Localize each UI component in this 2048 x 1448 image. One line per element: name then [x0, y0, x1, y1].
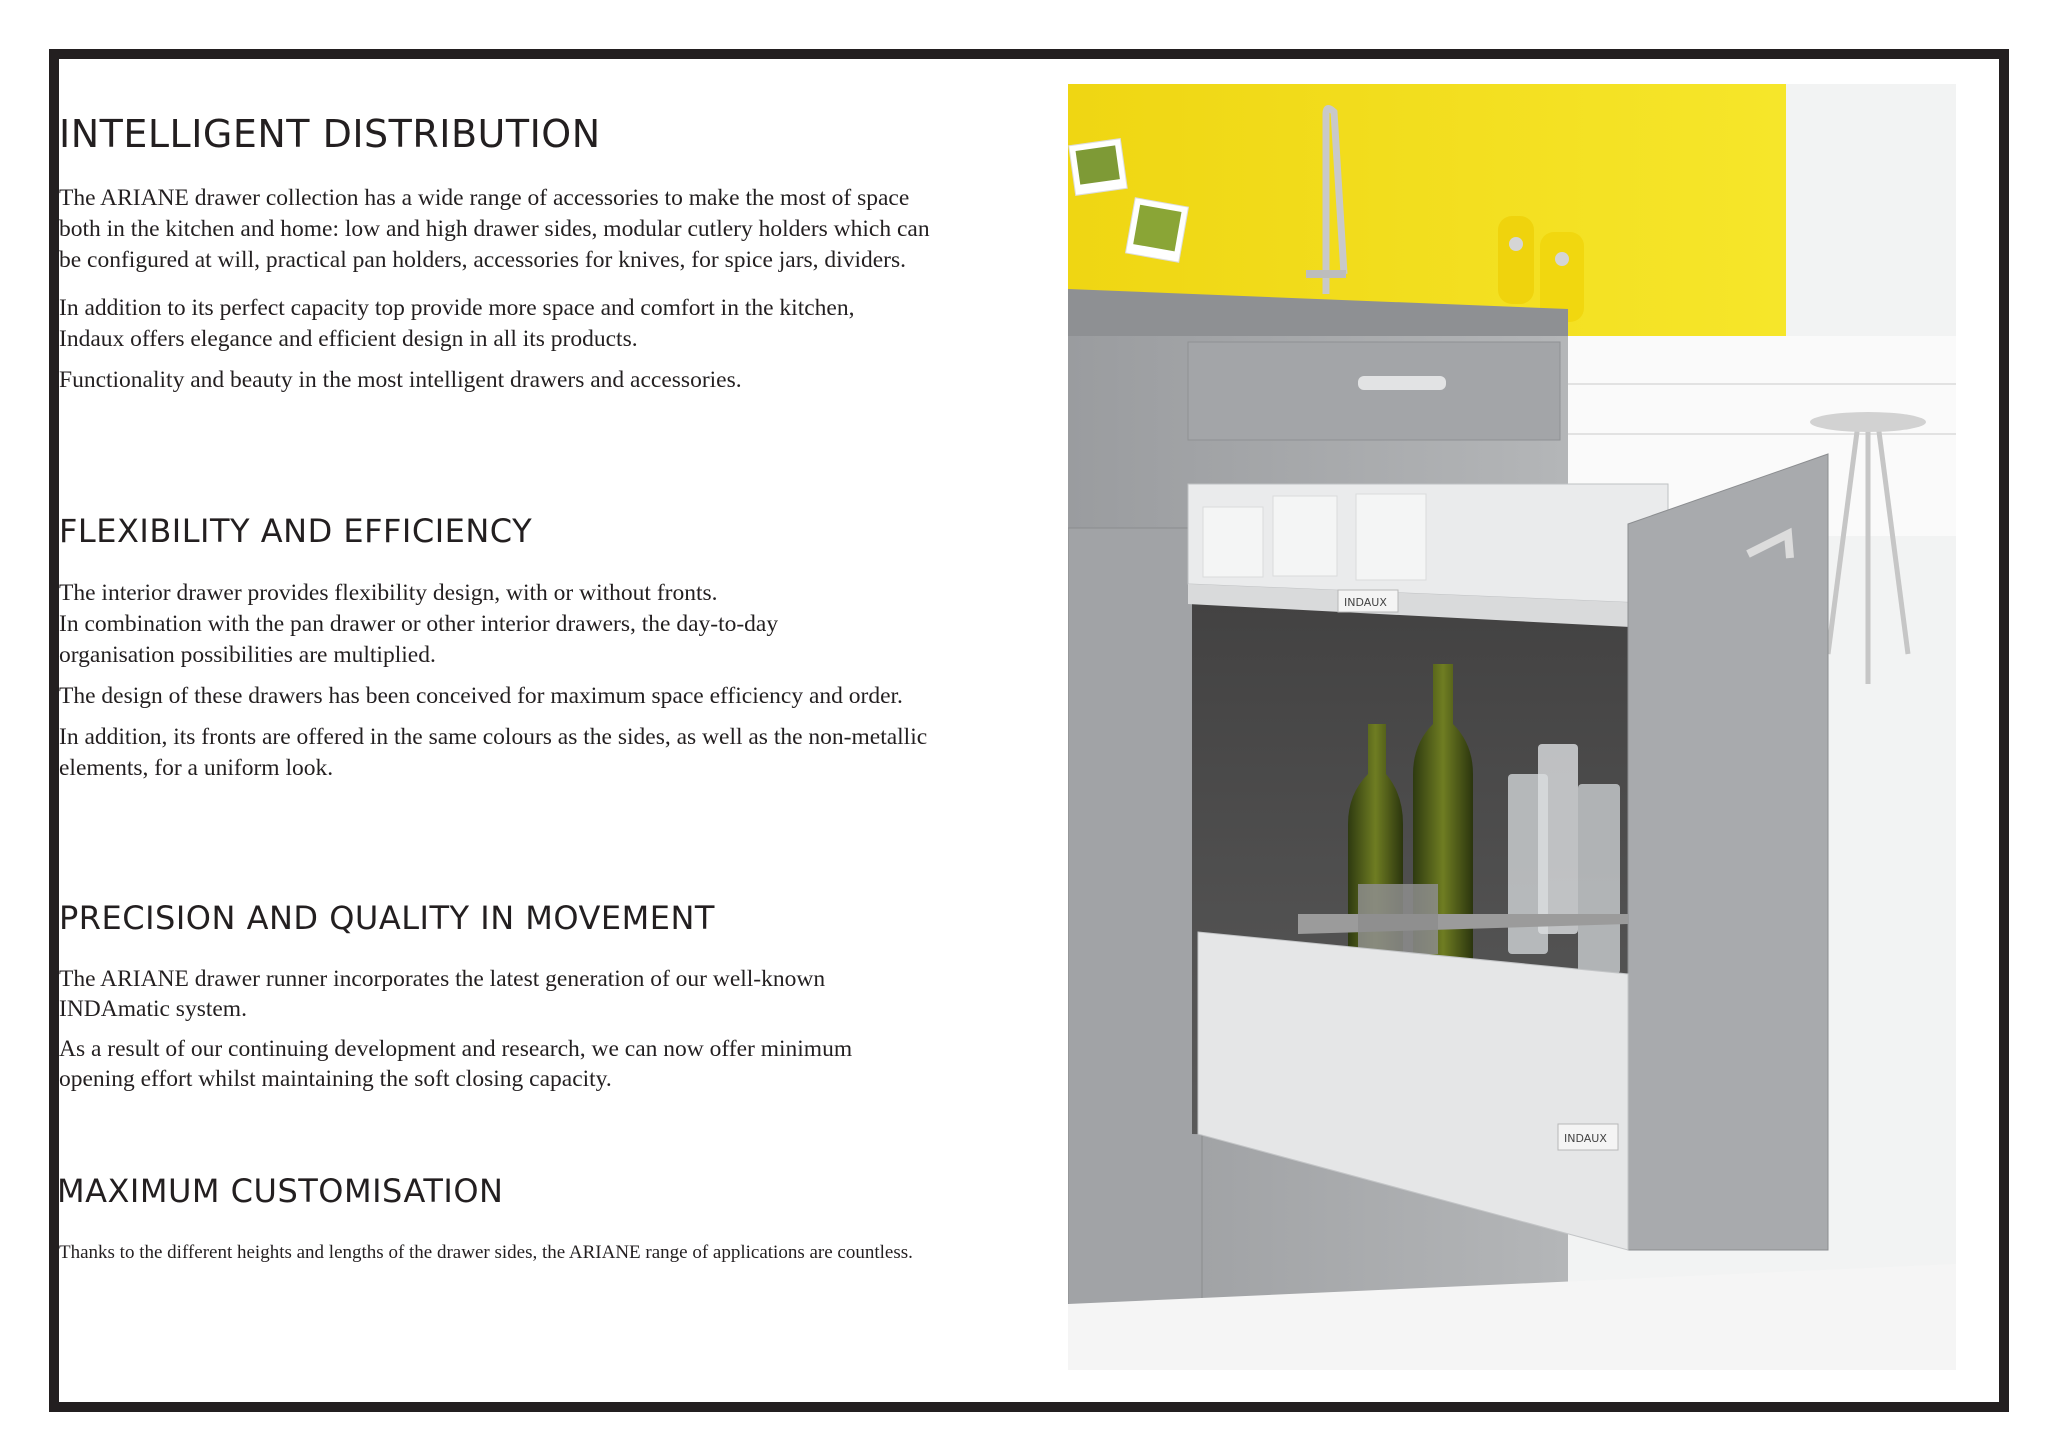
- section-heading: FLEXIBILITY AND EFFICIENCY: [59, 512, 533, 550]
- kitchen-illustration: [1068, 84, 1956, 1370]
- drawer-handle: [1358, 376, 1446, 390]
- section-intelligent-distribution: [59, 112, 939, 396]
- paragraph: Functionality and beauty in the most intelligent drawers and accessories.: [59, 367, 742, 393]
- glass: [1273, 496, 1337, 576]
- paragraph: In addition, its fronts are offered in the same colours as the sides, as well as the non-metallic elements, for a uniform look.: [59, 724, 928, 781]
- stool-seat: [1810, 412, 1926, 432]
- paragraph: The design of these drawers has been conceived for maximum space efficiency and order.: [59, 683, 903, 709]
- section-heading: PRECISION AND QUALITY IN MOVEMENT: [59, 899, 715, 937]
- paragraph: Thanks to the different heights and lengths of the drawer sides, the ARIANE range of applications are countless.: [59, 1242, 913, 1263]
- open-drawer-front: [1628, 454, 1828, 1250]
- paragraph: The ARIANE drawer runner incorporates the latest generation of our well-known INDAmatic system.: [59, 966, 826, 1022]
- spice-jar: [1538, 744, 1578, 934]
- brand-label: INDAUX: [1564, 1132, 1607, 1145]
- section-maximum-customisation: [57, 1172, 939, 1266]
- yellow-appliance: [1498, 216, 1534, 304]
- glass: [1203, 507, 1263, 577]
- paragraph: The ARIANE drawer collection has a wide range of accessories to make the most of space both in the kitchen and home: low and high drawer sides, modular cutlery holders which can be configured at will, practical pan holders, accessories for knives, for spice jars, dividers.: [59, 185, 930, 273]
- section-heading: INTELLIGENT DISTRIBUTION: [59, 112, 601, 156]
- paragraph: As a result of our continuing development and research, we can now offer minimum opening effort whilst maintaining the soft closing capacity.: [59, 1036, 853, 1092]
- section-flexibility-efficiency: [59, 512, 939, 784]
- brand-label: INDAUX: [1344, 596, 1387, 609]
- paragraph: In combination with the pan drawer or other interior drawers, the day-to-day organisation possibilities are multiplied.: [59, 611, 779, 668]
- glass: [1356, 494, 1426, 580]
- top-drawer-front: [1188, 342, 1560, 440]
- section-precision-quality: [59, 899, 899, 1094]
- spice-jar: [1578, 784, 1620, 974]
- paragraph: In addition to its perfect capacity top provide more space and comfort in the kitchen, Indaux offers elegance and efficient design in all its products.: [59, 295, 855, 352]
- section-heading: MAXIMUM CUSTOMISATION: [57, 1172, 504, 1210]
- kitchen-drawer-photo: [1068, 84, 1956, 1370]
- paragraph: The interior drawer provides flexibility design, with or without fronts.: [59, 580, 718, 606]
